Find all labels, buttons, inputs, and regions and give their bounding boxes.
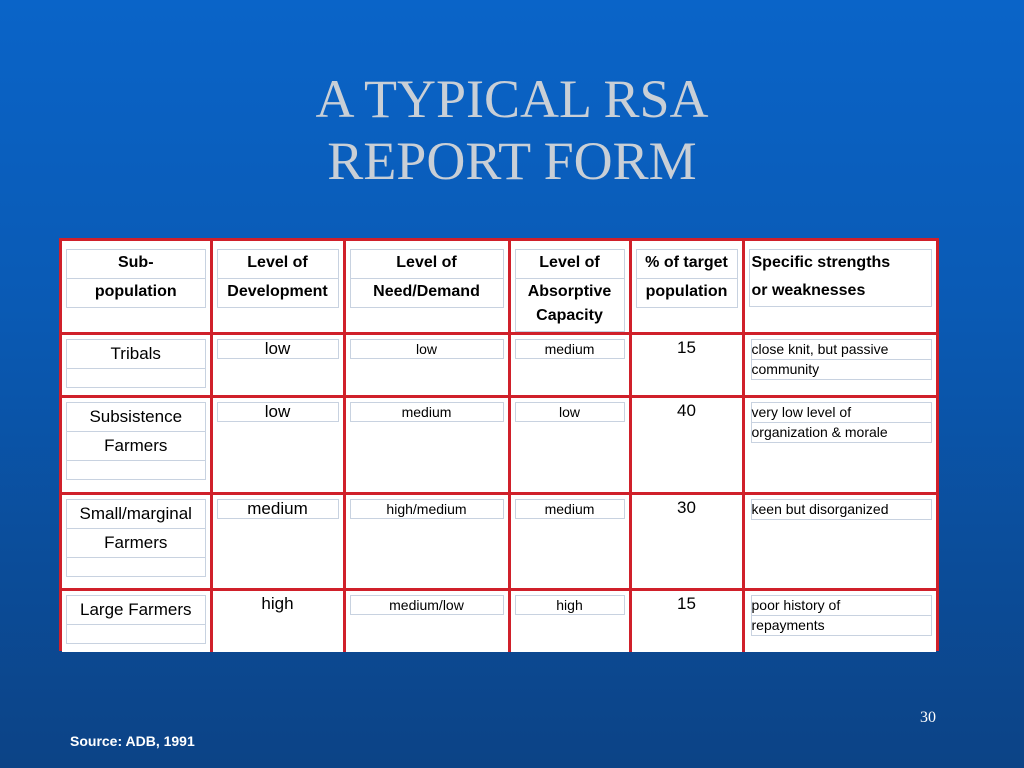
empty-line <box>66 460 206 480</box>
header-text: population <box>66 278 206 308</box>
notes-cell <box>743 590 936 652</box>
header-strengths <box>743 241 936 334</box>
need-value: medium <box>350 402 504 422</box>
header-text: Sub- <box>66 249 206 278</box>
source-citation: Source: ADB, 1991 <box>70 733 195 749</box>
absorptive-cell <box>509 397 630 494</box>
header-subpopulation <box>62 241 211 334</box>
notes-cell <box>743 397 936 494</box>
development-value: low <box>217 402 339 422</box>
absorptive-value: medium <box>515 339 625 359</box>
notes-cell <box>743 494 936 590</box>
header-text: Need/Demand <box>350 278 504 308</box>
need-cell <box>344 334 509 397</box>
development-cell <box>211 334 344 397</box>
notes-text: poor history of <box>751 595 933 615</box>
header-text: Level of <box>217 249 339 278</box>
percent-value: 15 <box>677 594 696 613</box>
subpopulation-cell <box>62 334 211 397</box>
notes-text: community <box>751 359 933 380</box>
header-absorptive <box>509 241 630 334</box>
subpopulation-cell <box>62 494 211 590</box>
header-row <box>62 241 936 334</box>
absorptive-cell <box>509 334 630 397</box>
development-cell <box>211 397 344 494</box>
header-development <box>211 241 344 334</box>
header-text: Development <box>217 278 339 308</box>
development-value: medium <box>217 499 339 519</box>
header-text: Level of <box>515 249 625 278</box>
percent-value: 40 <box>677 401 696 420</box>
header-text: Level of <box>350 249 504 278</box>
slide-title <box>0 68 1024 192</box>
need-cell <box>344 397 509 494</box>
need-cell <box>344 590 509 652</box>
notes-cell <box>743 334 936 397</box>
absorptive-cell <box>509 590 630 652</box>
subpopulation-cell <box>62 590 211 652</box>
rsa-table <box>62 241 936 652</box>
need-value: high/medium <box>350 499 504 519</box>
percent-value: 15 <box>677 338 696 357</box>
header-percent <box>630 241 743 334</box>
need-value: medium/low <box>350 595 504 615</box>
development-value: high <box>261 594 294 613</box>
empty-line <box>66 368 206 388</box>
subpopulation-text: Farmers <box>66 528 206 557</box>
header-text: Absorptive <box>515 278 625 303</box>
absorptive-cell <box>509 494 630 590</box>
subpopulation-text: Farmers <box>66 431 206 460</box>
subpopulation-text: Small/marginal <box>66 499 206 528</box>
page-number: 30 <box>920 709 936 726</box>
header-text: % of target <box>636 249 738 278</box>
header-text: Capacity <box>515 303 625 332</box>
absorptive-value: medium <box>515 499 625 519</box>
table-row <box>62 590 936 652</box>
absorptive-value: high <box>515 595 625 615</box>
header-text: Specific strengths <box>749 249 933 278</box>
table-row <box>62 397 936 494</box>
rsa-report-table <box>59 238 939 651</box>
table-row <box>62 334 936 397</box>
need-cell <box>344 494 509 590</box>
table-row <box>62 494 936 590</box>
header-need <box>344 241 509 334</box>
percent-cell <box>630 397 743 494</box>
percent-cell <box>630 334 743 397</box>
subpopulation-cell <box>62 397 211 494</box>
absorptive-value: low <box>515 402 625 422</box>
empty-line <box>66 624 206 644</box>
percent-value: 30 <box>677 498 696 517</box>
development-cell <box>211 590 344 652</box>
need-value: low <box>350 339 504 359</box>
percent-cell <box>630 590 743 652</box>
header-text: or weaknesses <box>749 278 933 307</box>
subpopulation-text: Large Farmers <box>66 595 206 624</box>
title-line-2: REPORT FORM <box>327 131 697 191</box>
percent-cell <box>630 494 743 590</box>
development-cell <box>211 494 344 590</box>
header-text: population <box>636 278 738 308</box>
notes-text: close knit, but passive <box>751 339 933 359</box>
notes-text: keen but disorganized <box>751 499 933 520</box>
development-value: low <box>217 339 339 359</box>
notes-text: organization & morale <box>751 422 933 443</box>
title-line-1: A TYPICAL RSA <box>315 69 709 129</box>
subpopulation-text: Subsistence <box>66 402 206 431</box>
empty-line <box>66 557 206 577</box>
subpopulation-text: Tribals <box>66 339 206 368</box>
notes-text: repayments <box>751 615 933 636</box>
notes-text: very low level of <box>751 402 933 422</box>
